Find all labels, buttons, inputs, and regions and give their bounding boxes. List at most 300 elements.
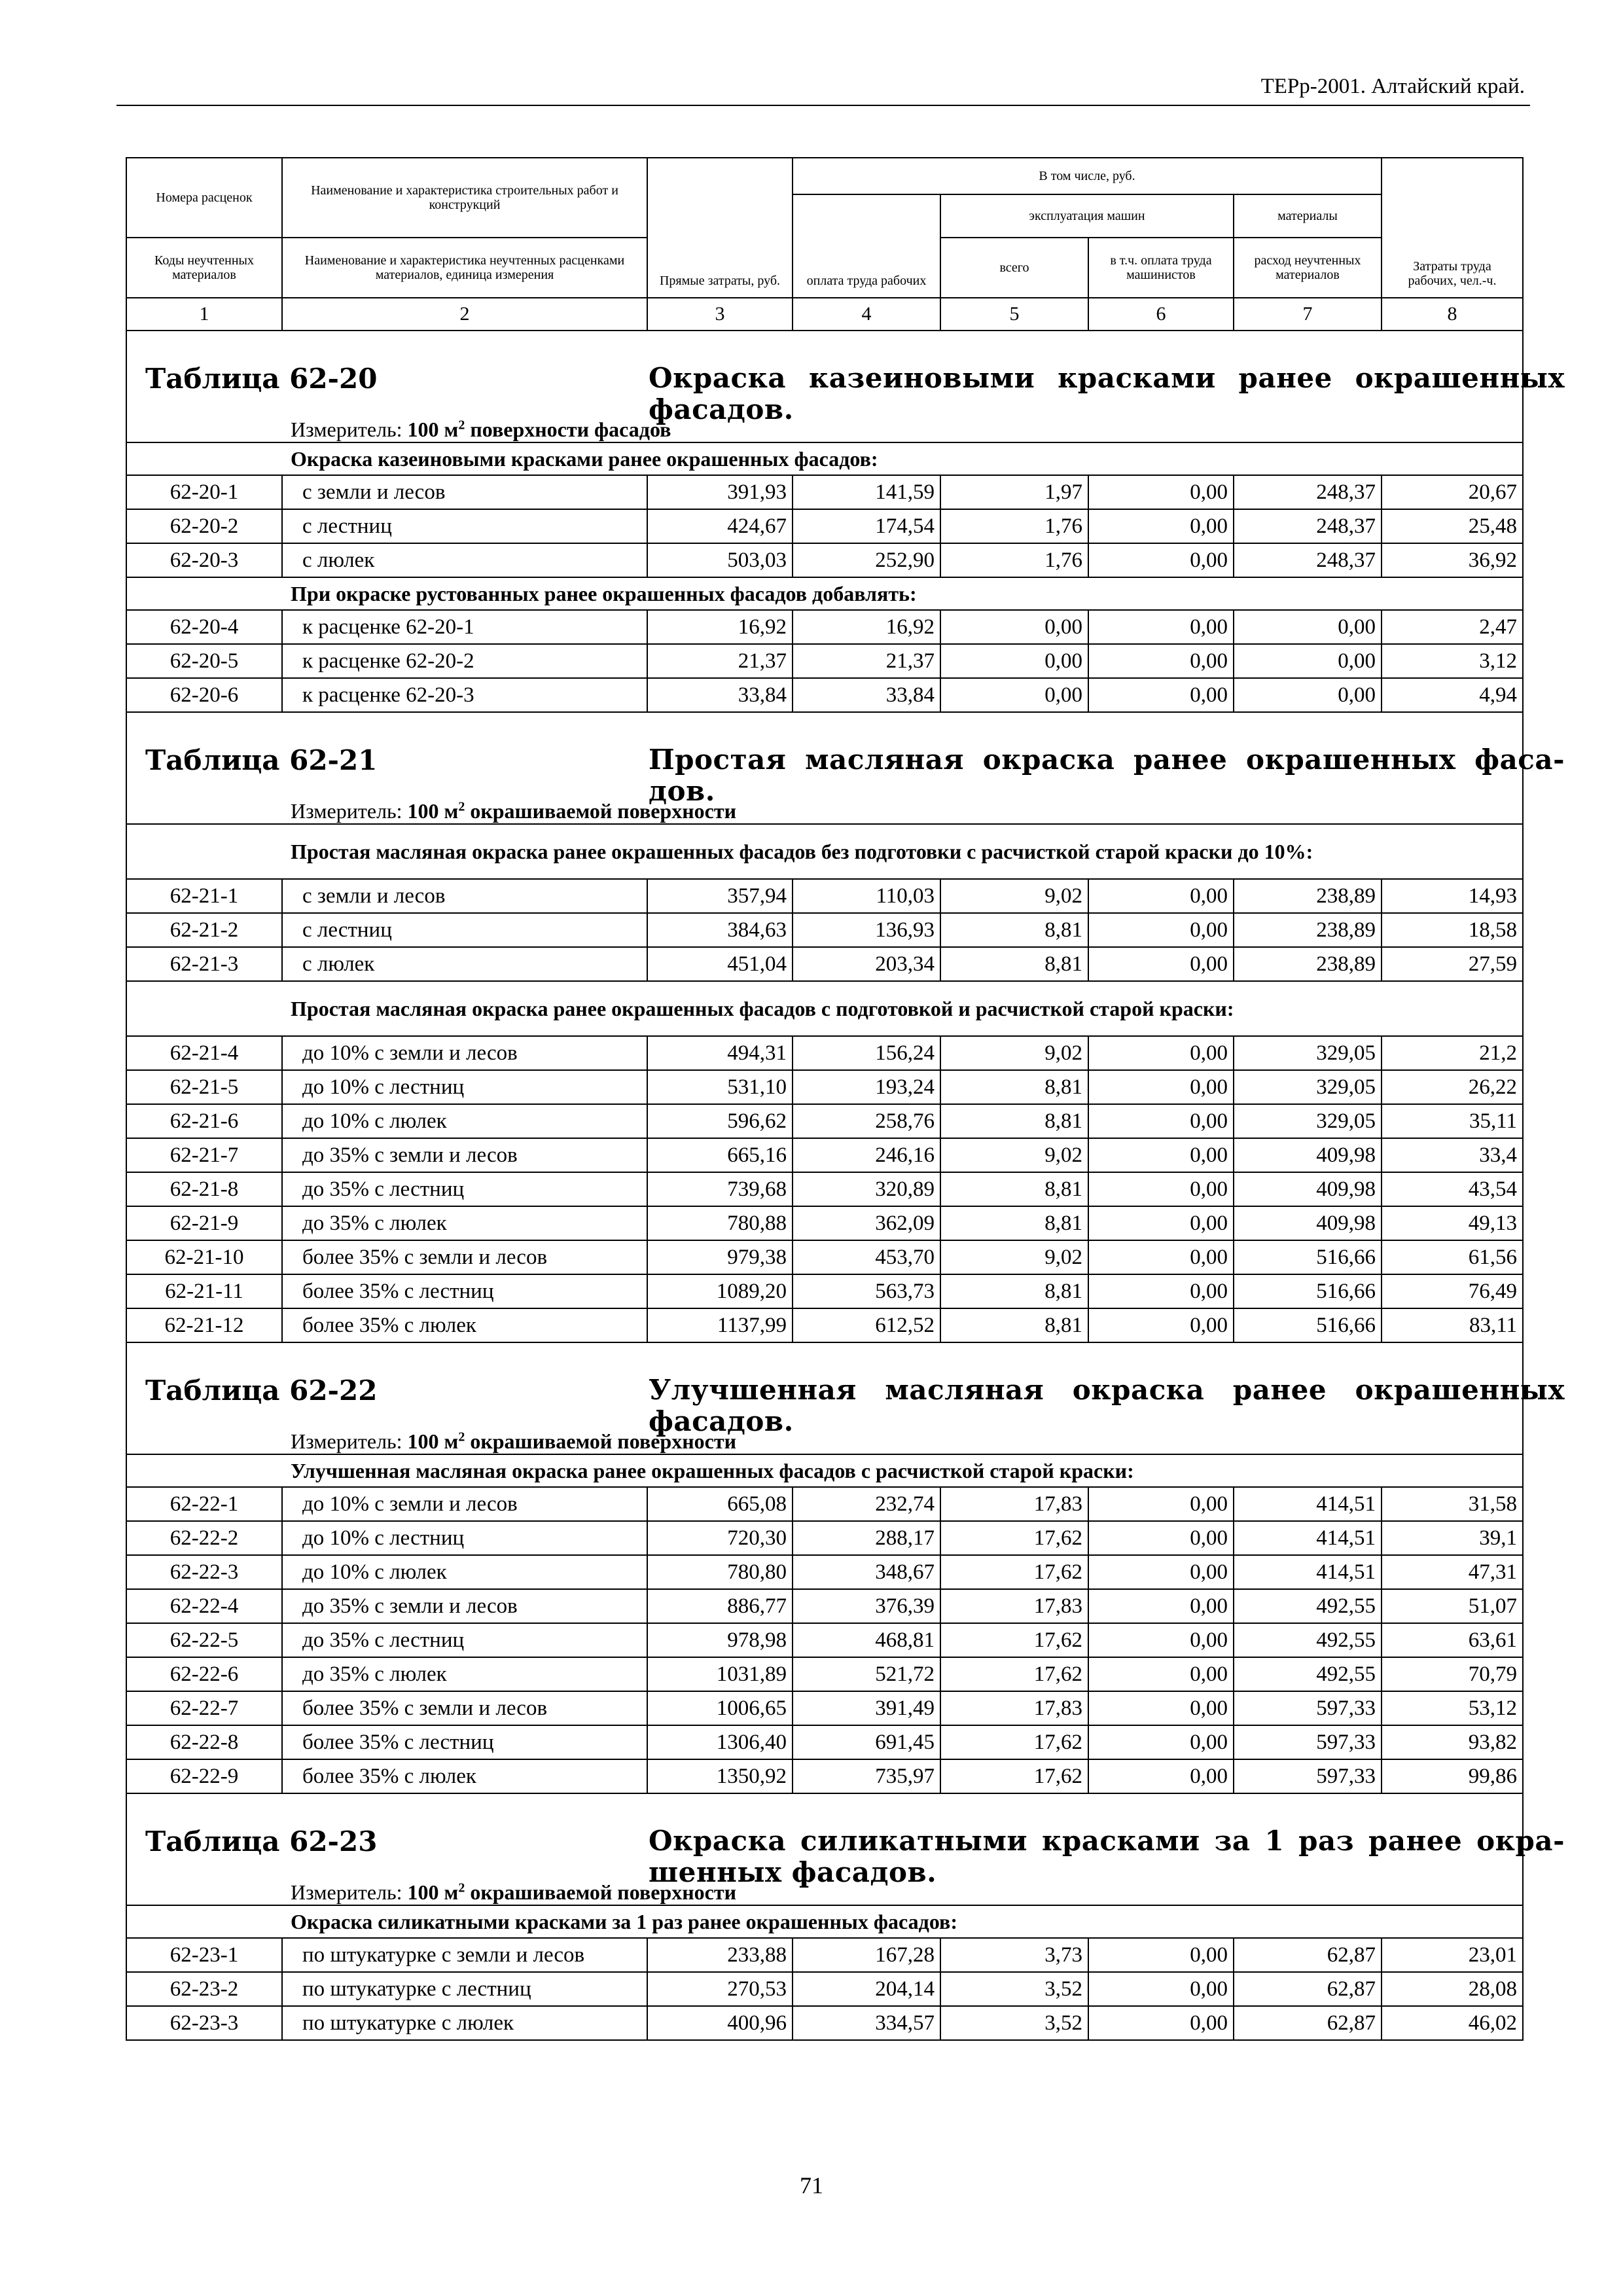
machines-wages: 0,00: [1088, 879, 1234, 913]
rate-code: 62-21-5: [126, 1070, 282, 1104]
materials: 597,33: [1234, 1759, 1382, 1793]
rate-name: с земли и лесов: [282, 475, 647, 509]
table-number: Таблица 62-20: [145, 363, 378, 395]
wages: 246,16: [793, 1138, 940, 1172]
machines-total: 0,00: [940, 678, 1088, 712]
machines-total: 8,81: [940, 1172, 1088, 1206]
wages: 21,37: [793, 644, 940, 678]
wages: 521,72: [793, 1657, 940, 1691]
machines-wages: 0,00: [1088, 1972, 1234, 2006]
wages: 362,09: [793, 1206, 940, 1240]
wages: 320,89: [793, 1172, 940, 1206]
col-number: 1: [126, 298, 282, 331]
table-row: [126, 1589, 1523, 1623]
labor: 63,61: [1382, 1623, 1523, 1657]
measure-value: 100 м: [407, 1880, 459, 1904]
wages: 376,39: [793, 1589, 940, 1623]
machines-total: 17,62: [940, 1555, 1088, 1589]
col-head-direct: Прямые затраты, руб.: [647, 158, 793, 298]
labor: 46,02: [1382, 2006, 1523, 2040]
labor: 23,01: [1382, 1938, 1523, 1972]
machines-total: 17,62: [940, 1521, 1088, 1555]
direct-cost: 400,96: [647, 2006, 793, 2040]
measure-value: 100 м: [407, 418, 459, 441]
table-row: [126, 1104, 1523, 1138]
rate-code: 62-22-6: [126, 1657, 282, 1691]
labor: 35,11: [1382, 1104, 1523, 1138]
direct-cost: 886,77: [647, 1589, 793, 1623]
rate-name: до 10% с люлек: [282, 1104, 647, 1138]
machines-total: 9,02: [940, 1138, 1088, 1172]
direct-cost: 780,88: [647, 1206, 793, 1240]
machines-total: 8,81: [940, 1070, 1088, 1104]
labor: 47,31: [1382, 1555, 1523, 1589]
measure-object: окрашиваемой поверхности: [465, 1880, 737, 1904]
rates-table: [126, 157, 1565, 2041]
running-header: [116, 72, 1530, 106]
wages: 691,45: [793, 1725, 940, 1759]
group-heading: Простая масляная окраска ранее окрашенных фасадов без подготовки с расчисткой старой краски до 10%:: [126, 824, 1523, 879]
rate-name: до 10% с лестниц: [282, 1521, 647, 1555]
machines-wages: 0,00: [1088, 1623, 1234, 1657]
labor: 31,58: [1382, 1487, 1523, 1521]
machines-wages: 0,00: [1088, 1274, 1234, 1308]
machines-total: 1,97: [940, 475, 1088, 509]
table-row: [126, 1240, 1523, 1274]
rate-name: по штукатурке с люлек: [282, 2006, 647, 2040]
materials: 0,00: [1234, 678, 1382, 712]
wages: 156,24: [793, 1036, 940, 1070]
direct-cost: 1306,40: [647, 1725, 793, 1759]
wages: 167,28: [793, 1938, 940, 1972]
rate-code: 62-21-3: [126, 947, 282, 981]
col-head-codes-alt: Коды неучтенных материалов: [126, 238, 282, 298]
direct-cost: 1089,20: [647, 1274, 793, 1308]
machines-wages: 0,00: [1088, 1206, 1234, 1240]
labor: 28,08: [1382, 1972, 1523, 2006]
direct-cost: 1006,65: [647, 1691, 793, 1725]
labor: 93,82: [1382, 1725, 1523, 1759]
labor: 36,92: [1382, 543, 1523, 577]
rate-name: по штукатурке с лестниц: [282, 1972, 647, 2006]
running-title: ТЕРр-2001. Алтайский край.: [1260, 75, 1525, 98]
machines-wages: 0,00: [1088, 947, 1234, 981]
measure-value: 100 м: [407, 799, 459, 823]
labor: 21,2: [1382, 1036, 1523, 1070]
labor: 18,58: [1382, 913, 1523, 947]
rate-name: до 35% с люлек: [282, 1657, 647, 1691]
direct-cost: 1350,92: [647, 1759, 793, 1793]
direct-cost: 665,16: [647, 1138, 793, 1172]
materials: 414,51: [1234, 1555, 1382, 1589]
rate-code: 62-22-5: [126, 1623, 282, 1657]
table-title: Окраска казеиновыми красками ранее окрашенных фасадов.: [649, 362, 1565, 425]
table-row: [126, 543, 1523, 577]
rate-code: 62-22-7: [126, 1691, 282, 1725]
rate-name: до 10% с люлек: [282, 1555, 647, 1589]
labor: 61,56: [1382, 1240, 1523, 1274]
machines-wages: 0,00: [1088, 1308, 1234, 1342]
materials: 248,37: [1234, 509, 1382, 543]
wages: 193,24: [793, 1070, 940, 1104]
materials: 409,98: [1234, 1138, 1382, 1172]
machines-wages: 0,00: [1088, 678, 1234, 712]
table-section-header: [126, 1793, 1523, 1873]
direct-cost: 233,88: [647, 1938, 793, 1972]
rate-code: 62-21-2: [126, 913, 282, 947]
machines-wages: 0,00: [1088, 1138, 1234, 1172]
labor: 99,86: [1382, 1759, 1523, 1793]
machines-wages: 0,00: [1088, 1759, 1234, 1793]
rate-code: 62-22-3: [126, 1555, 282, 1589]
direct-cost: 978,98: [647, 1623, 793, 1657]
rate-name: до 35% с лестниц: [282, 1172, 647, 1206]
labor: 14,93: [1382, 879, 1523, 913]
col-head-materials: материалы: [1234, 194, 1382, 238]
col-number: 7: [1234, 298, 1382, 331]
rate-code: 62-23-3: [126, 2006, 282, 2040]
wages: 563,73: [793, 1274, 940, 1308]
rate-code: 62-20-5: [126, 644, 282, 678]
wages: 33,84: [793, 678, 940, 712]
rate-code: 62-21-10: [126, 1240, 282, 1274]
materials: 409,98: [1234, 1206, 1382, 1240]
wages: 468,81: [793, 1623, 940, 1657]
table-row: [126, 1759, 1523, 1793]
table-row: [126, 644, 1523, 678]
group-heading: При окраске рустованных ранее окрашенных фасадов добавлять:: [126, 577, 1523, 610]
machines-wages: 0,00: [1088, 1240, 1234, 1274]
machines-total: 8,81: [940, 1206, 1088, 1240]
rate-name: до 35% с люлек: [282, 1206, 647, 1240]
rate-code: 62-21-11: [126, 1274, 282, 1308]
machines-total: 9,02: [940, 1240, 1088, 1274]
direct-cost: 391,93: [647, 475, 793, 509]
machines-wages: 0,00: [1088, 913, 1234, 947]
wages: 348,67: [793, 1555, 940, 1589]
table-title: Окраска силикатными красками за 1 раз ранее окра-шенных фасадов.: [649, 1825, 1565, 1888]
measure-value: 100 м: [407, 1429, 459, 1453]
group-heading: Окраска силикатными красками за 1 раз ранее окрашенных фасадов:: [126, 1905, 1523, 1938]
table-row: [126, 678, 1523, 712]
direct-cost: 739,68: [647, 1172, 793, 1206]
rate-name: более 35% с лестниц: [282, 1274, 647, 1308]
materials: 492,55: [1234, 1623, 1382, 1657]
col-number: 2: [282, 298, 647, 331]
rate-code: 62-22-4: [126, 1589, 282, 1623]
table-row: [126, 2006, 1523, 2040]
machines-total: 8,81: [940, 1104, 1088, 1138]
direct-cost: 384,63: [647, 913, 793, 947]
table-row: [126, 879, 1523, 913]
table-section-header: [126, 712, 1523, 791]
wages: 203,34: [793, 947, 940, 981]
materials: 238,89: [1234, 879, 1382, 913]
labor: 51,07: [1382, 1589, 1523, 1623]
group-heading: Простая масляная окраска ранее окрашенных фасадов с подготовкой и расчисткой старой краски:: [126, 981, 1523, 1036]
labor: 20,67: [1382, 475, 1523, 509]
wages: 204,14: [793, 1972, 940, 2006]
table-section-header: [126, 331, 1523, 410]
wages: 288,17: [793, 1521, 940, 1555]
machines-total: 17,62: [940, 1725, 1088, 1759]
table-row: [126, 1555, 1523, 1589]
rate-name: более 35% с лестниц: [282, 1725, 647, 1759]
rate-name: с земли и лесов: [282, 879, 647, 913]
table-title: Улучшенная масляная окраска ранее окрашенных фасадов.: [649, 1374, 1565, 1437]
rate-code: 62-23-2: [126, 1972, 282, 2006]
machines-total: 8,81: [940, 1274, 1088, 1308]
labor: 43,54: [1382, 1172, 1523, 1206]
table-row: [126, 1206, 1523, 1240]
direct-cost: 33,84: [647, 678, 793, 712]
direct-cost: 1137,99: [647, 1308, 793, 1342]
col-number: 5: [940, 298, 1088, 331]
table-row: [126, 1487, 1523, 1521]
labor: 39,1: [1382, 1521, 1523, 1555]
machines-wages: 0,00: [1088, 1589, 1234, 1623]
materials: 62,87: [1234, 1972, 1382, 2006]
machines-total: 17,62: [940, 1759, 1088, 1793]
labor: 33,4: [1382, 1138, 1523, 1172]
wages: 334,57: [793, 2006, 940, 2040]
measure-object: окрашиваемой поверхности: [465, 799, 737, 823]
materials: 62,87: [1234, 2006, 1382, 2040]
col-number: 8: [1382, 298, 1523, 331]
direct-cost: 270,53: [647, 1972, 793, 2006]
measure-object: поверхности фасадов: [465, 418, 671, 441]
labor: 4,94: [1382, 678, 1523, 712]
wages: 612,52: [793, 1308, 940, 1342]
direct-cost: 780,80: [647, 1555, 793, 1589]
materials: 248,37: [1234, 543, 1382, 577]
table-row: [126, 1070, 1523, 1104]
materials: 62,87: [1234, 1938, 1382, 1972]
col-head-machines-total: всего: [940, 238, 1088, 298]
col-head-machines: эксплуатация машин: [940, 194, 1234, 238]
materials: 492,55: [1234, 1657, 1382, 1691]
rate-code: 62-20-1: [126, 475, 282, 509]
direct-cost: 503,03: [647, 543, 793, 577]
table-row: [126, 1938, 1523, 1972]
rate-name: до 10% с земли и лесов: [282, 1036, 647, 1070]
materials: 409,98: [1234, 1172, 1382, 1206]
machines-total: 9,02: [940, 1036, 1088, 1070]
col-head-codes: Номера расценок: [126, 158, 282, 238]
table-row: [126, 1521, 1523, 1555]
machines-wages: 0,00: [1088, 1725, 1234, 1759]
rate-name: с люлек: [282, 543, 647, 577]
col-number: 3: [647, 298, 793, 331]
materials: 516,66: [1234, 1240, 1382, 1274]
machines-wages: 0,00: [1088, 644, 1234, 678]
page-number: 71: [800, 2172, 823, 2198]
wages: 735,97: [793, 1759, 940, 1793]
materials: 597,33: [1234, 1691, 1382, 1725]
rate-code: 62-21-4: [126, 1036, 282, 1070]
measure-label: Измеритель:: [291, 1429, 402, 1453]
rate-name: более 35% с люлек: [282, 1759, 647, 1793]
table-row: [126, 1172, 1523, 1206]
rate-code: 62-22-1: [126, 1487, 282, 1521]
labor: 49,13: [1382, 1206, 1523, 1240]
measure-exponent: 2: [458, 799, 465, 814]
machines-total: 0,00: [940, 610, 1088, 644]
rate-name: к расценке 62-20-1: [282, 610, 647, 644]
wages: 232,74: [793, 1487, 940, 1521]
labor: 26,22: [1382, 1070, 1523, 1104]
col-head-materials-alt: расход неучтенных материалов: [1234, 238, 1382, 298]
machines-wages: 0,00: [1088, 1070, 1234, 1104]
machines-total: 17,83: [940, 1589, 1088, 1623]
table-number: Таблица 62-21: [145, 744, 378, 776]
materials: 0,00: [1234, 610, 1382, 644]
table-row: [126, 1036, 1523, 1070]
rate-code: 62-21-12: [126, 1308, 282, 1342]
group-heading: Окраска казеиновыми красками ранее окрашенных фасадов:: [126, 442, 1523, 475]
table-title: Простая масляная окраска ранее окрашенных фаса-дов.: [649, 744, 1565, 807]
measure-label: Измеритель:: [291, 1880, 402, 1904]
wages: 391,49: [793, 1691, 940, 1725]
materials: 0,00: [1234, 644, 1382, 678]
rate-code: 62-21-8: [126, 1172, 282, 1206]
table-row: [126, 1308, 1523, 1342]
measure-exponent: 2: [458, 1429, 465, 1444]
machines-total: 0,00: [940, 644, 1088, 678]
direct-cost: 16,92: [647, 610, 793, 644]
machines-wages: 0,00: [1088, 1521, 1234, 1555]
group-heading: Улучшенная масляная окраска ранее окрашенных фасадов с расчисткой старой краски:: [126, 1454, 1523, 1487]
measure-label: Измеритель:: [291, 799, 402, 823]
rate-code: 62-22-8: [126, 1725, 282, 1759]
machines-total: 3,52: [940, 2006, 1088, 2040]
wages: 252,90: [793, 543, 940, 577]
machines-total: 8,81: [940, 913, 1088, 947]
materials: 516,66: [1234, 1274, 1382, 1308]
machines-total: 3,52: [940, 1972, 1088, 2006]
machines-total: 8,81: [940, 947, 1088, 981]
rate-name: до 35% с земли и лесов: [282, 1589, 647, 1623]
machines-total: 17,62: [940, 1657, 1088, 1691]
labor: 70,79: [1382, 1657, 1523, 1691]
rate-code: 62-21-6: [126, 1104, 282, 1138]
labor: 3,12: [1382, 644, 1523, 678]
measure-exponent: 2: [458, 1880, 465, 1895]
rate-name: до 10% с земли и лесов: [282, 1487, 647, 1521]
measure-exponent: 2: [458, 418, 465, 433]
machines-total: 17,83: [940, 1487, 1088, 1521]
col-head-labor: Затраты труда рабочих, чел.-ч.: [1382, 158, 1523, 298]
table-row: [126, 913, 1523, 947]
labor: 76,49: [1382, 1274, 1523, 1308]
rate-code: 62-21-1: [126, 879, 282, 913]
labor: 53,12: [1382, 1691, 1523, 1725]
measure-label: Измеритель:: [291, 418, 402, 441]
table-row: [126, 475, 1523, 509]
rate-code: 62-21-9: [126, 1206, 282, 1240]
rate-name: с лестниц: [282, 509, 647, 543]
materials: 414,51: [1234, 1521, 1382, 1555]
machines-wages: 0,00: [1088, 1487, 1234, 1521]
rate-name: более 35% с люлек: [282, 1308, 647, 1342]
rate-code: 62-20-3: [126, 543, 282, 577]
rate-name: до 10% с лестниц: [282, 1070, 647, 1104]
table-row: [126, 947, 1523, 981]
rate-name: с лестниц: [282, 913, 647, 947]
wages: 174,54: [793, 509, 940, 543]
materials: 238,89: [1234, 913, 1382, 947]
materials: 329,05: [1234, 1070, 1382, 1104]
rate-name: по штукатурке с земли и лесов: [282, 1938, 647, 1972]
machines-wages: 0,00: [1088, 1036, 1234, 1070]
rate-name: до 35% с лестниц: [282, 1623, 647, 1657]
materials: 516,66: [1234, 1308, 1382, 1342]
machines-wages: 0,00: [1088, 2006, 1234, 2040]
direct-cost: 357,94: [647, 879, 793, 913]
machines-wages: 0,00: [1088, 509, 1234, 543]
table-row: [126, 610, 1523, 644]
table-number: Таблица 62-23: [145, 1825, 378, 1857]
labor: 83,11: [1382, 1308, 1523, 1342]
machines-wages: 0,00: [1088, 1691, 1234, 1725]
machines-total: 17,83: [940, 1691, 1088, 1725]
direct-cost: 1031,89: [647, 1657, 793, 1691]
table-row: [126, 1274, 1523, 1308]
col-head-machines-wages: в т.ч. оплата труда машинистов: [1088, 238, 1234, 298]
wages: 258,76: [793, 1104, 940, 1138]
table-row: [126, 1657, 1523, 1691]
direct-cost: 424,67: [647, 509, 793, 543]
materials: 597,33: [1234, 1725, 1382, 1759]
materials: 329,05: [1234, 1104, 1382, 1138]
machines-wages: 0,00: [1088, 475, 1234, 509]
rate-code: 62-20-6: [126, 678, 282, 712]
rate-name: к расценке 62-20-3: [282, 678, 647, 712]
rate-name: с люлек: [282, 947, 647, 981]
direct-cost: 979,38: [647, 1240, 793, 1274]
machines-wages: 0,00: [1088, 1172, 1234, 1206]
direct-cost: 531,10: [647, 1070, 793, 1104]
labor: 25,48: [1382, 509, 1523, 543]
direct-cost: 494,31: [647, 1036, 793, 1070]
rate-name: до 35% с земли и лесов: [282, 1138, 647, 1172]
materials: 329,05: [1234, 1036, 1382, 1070]
direct-cost: 596,62: [647, 1104, 793, 1138]
rate-name: более 35% с земли и лесов: [282, 1240, 647, 1274]
measure-object: окрашиваемой поверхности: [465, 1429, 737, 1453]
col-head-name-alt: Наименование и характеристика неучтенных расценками материалов, единица измерения: [282, 238, 647, 298]
table-row: [126, 1972, 1523, 2006]
materials: 248,37: [1234, 475, 1382, 509]
machines-wages: 0,00: [1088, 1104, 1234, 1138]
wages: 16,92: [793, 610, 940, 644]
table-row: [126, 509, 1523, 543]
machines-wages: 0,00: [1088, 1555, 1234, 1589]
table-section-header: [126, 1342, 1523, 1422]
col-number: 4: [793, 298, 940, 331]
wages: 141,59: [793, 475, 940, 509]
table-row: [126, 1691, 1523, 1725]
table-row: [126, 1725, 1523, 1759]
materials: 492,55: [1234, 1589, 1382, 1623]
machines-wages: 0,00: [1088, 1657, 1234, 1691]
rate-name: более 35% с земли и лесов: [282, 1691, 647, 1725]
rate-code: 62-20-4: [126, 610, 282, 644]
rate-code: 62-21-7: [126, 1138, 282, 1172]
rate-name: к расценке 62-20-2: [282, 644, 647, 678]
wages: 453,70: [793, 1240, 940, 1274]
machines-total: 17,62: [940, 1623, 1088, 1657]
